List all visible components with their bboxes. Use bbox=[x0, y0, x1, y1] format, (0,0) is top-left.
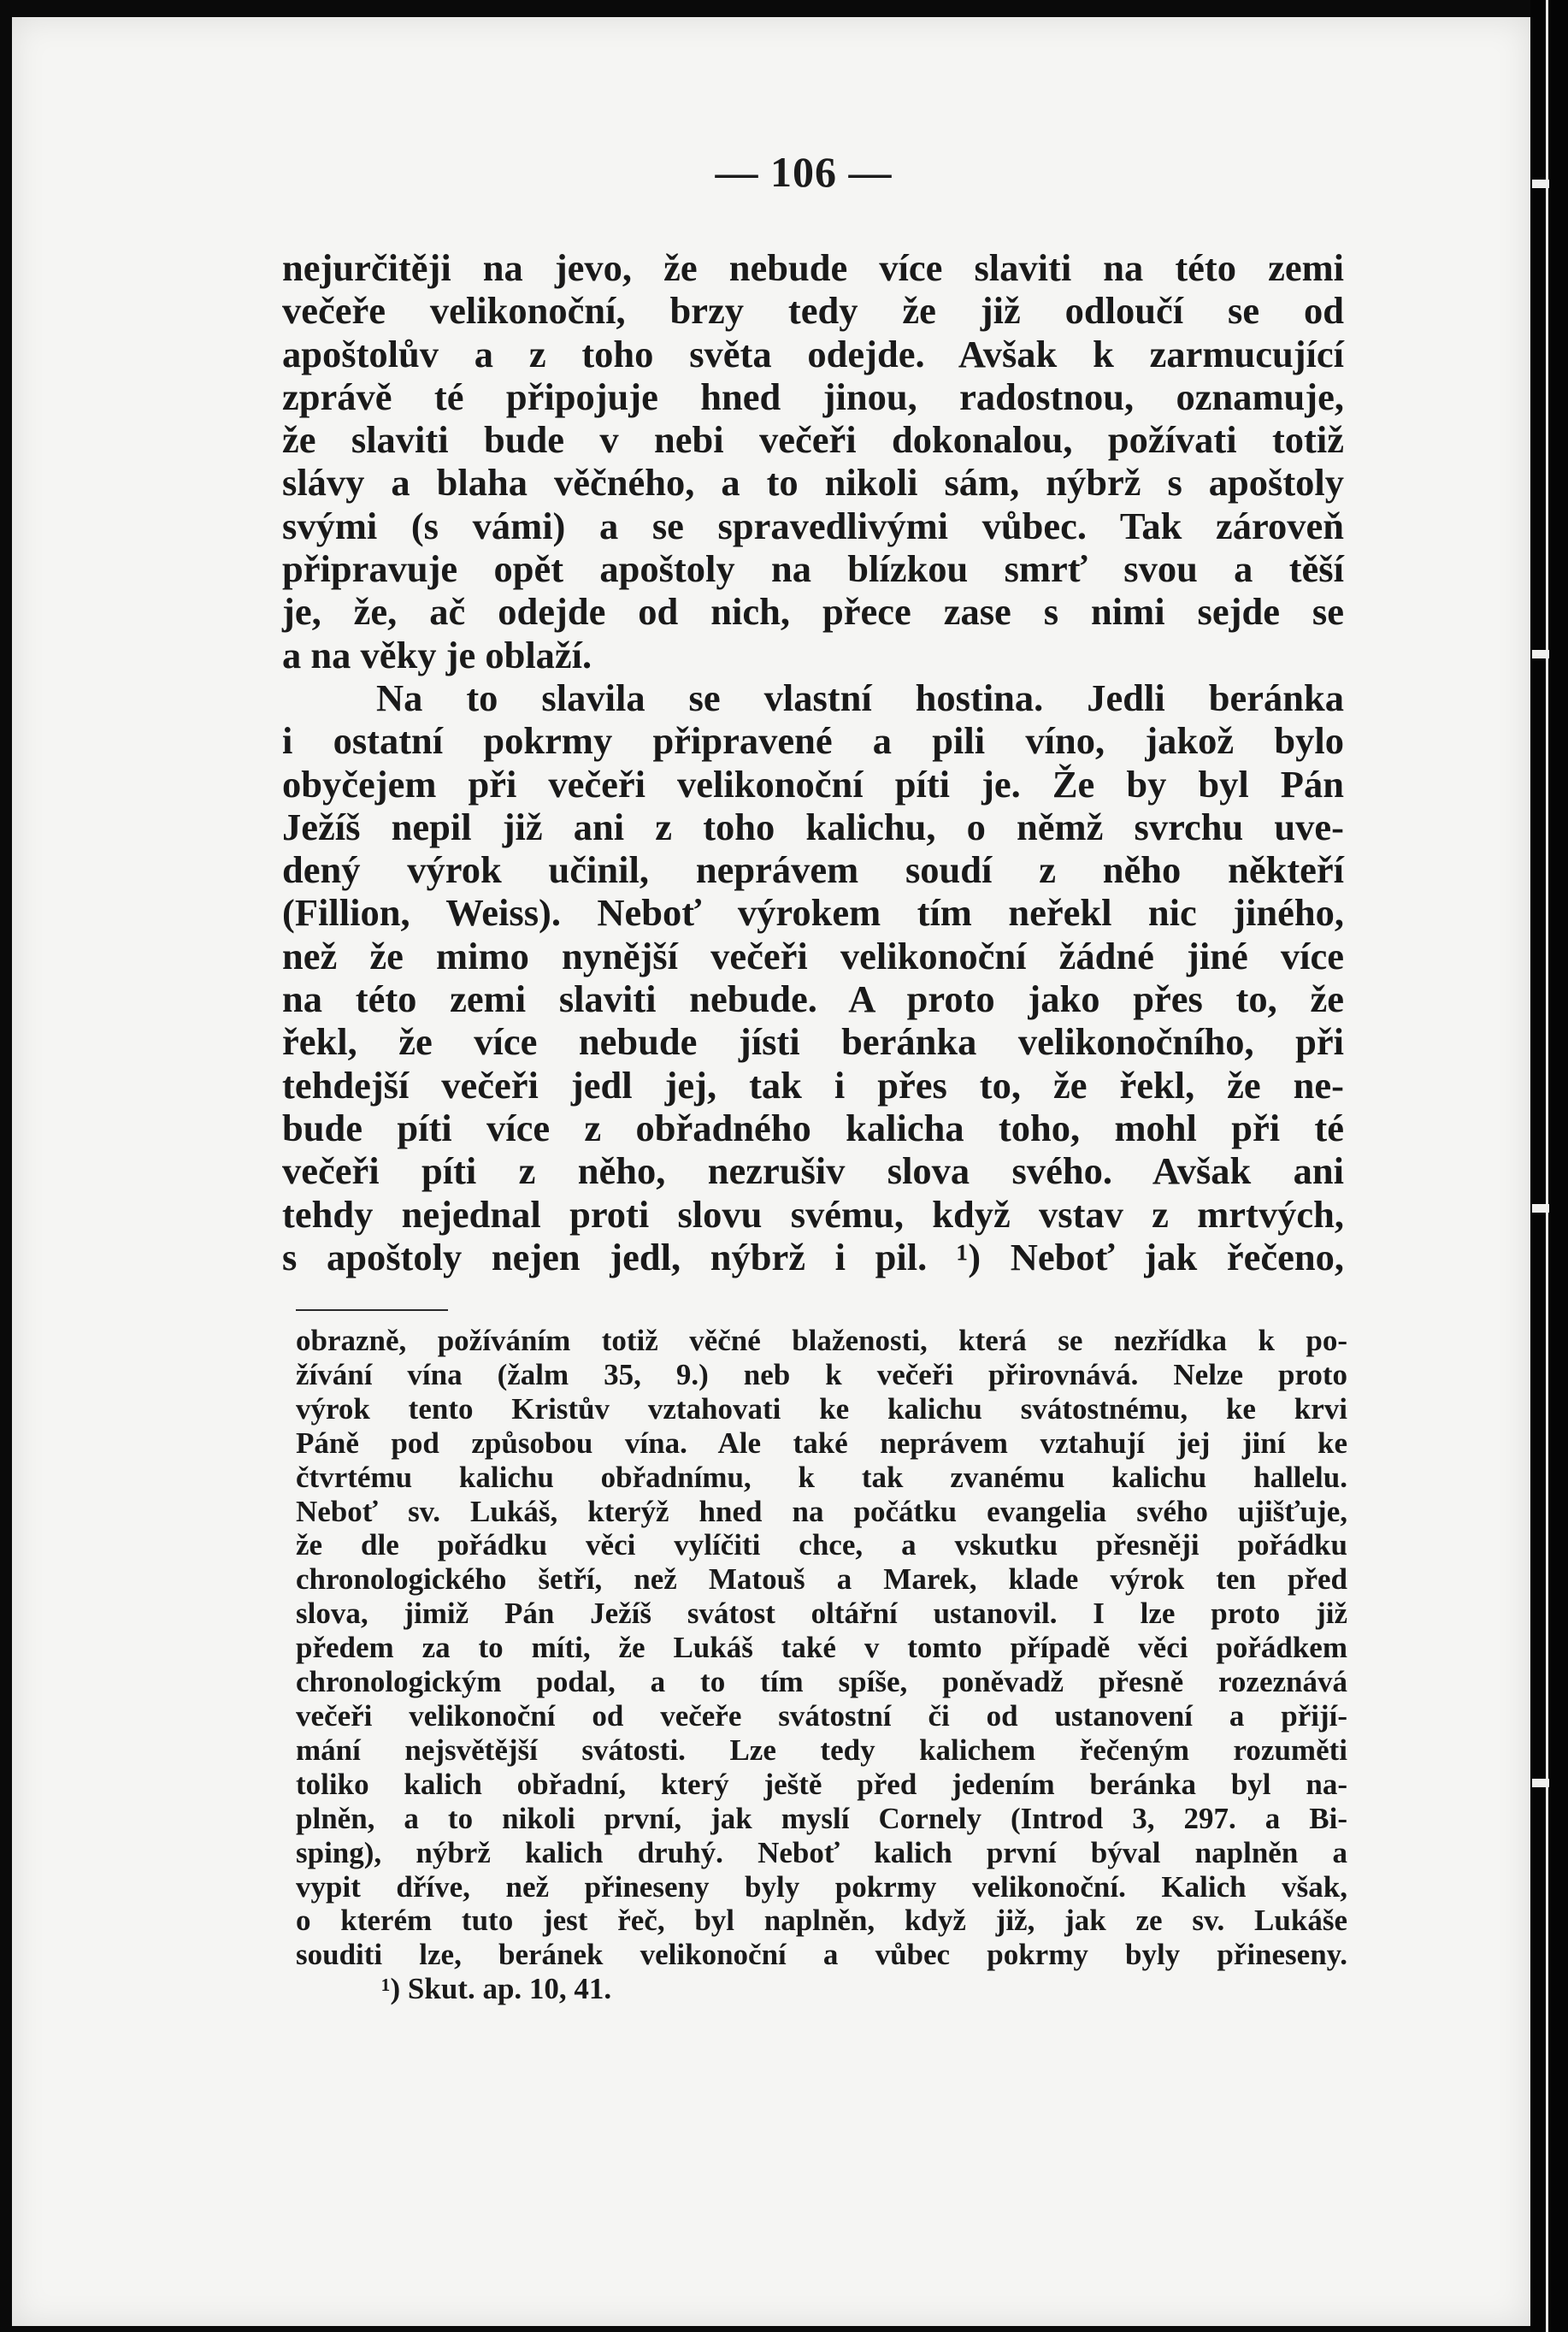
page-edge-line bbox=[1546, 0, 1548, 2332]
text-line: že slaviti bude v nebi večeři dokonalou, požívati totiž bbox=[282, 418, 1344, 462]
edge-tick-mark bbox=[1532, 1204, 1549, 1213]
text-line: dený výrok učinil, neprávem soudí z něho někteří bbox=[282, 848, 1344, 892]
footnote-line: výrok tento Kristův vztahovati ke kalichu svátostnému, ke krvi bbox=[296, 1391, 1347, 1426]
footnote-line: předem za to míti, že Lukáš také v tomto případě věci pořádkem bbox=[296, 1631, 1347, 1665]
footnote-line: žívání vína (žalm 35, 9.) neb k večeři přirovnává. Nelze proto bbox=[296, 1357, 1347, 1391]
text-line: s apoštoly nejen jedl, nýbrž i pil. ¹) Neboť jak řečeno, bbox=[282, 1235, 1344, 1278]
edge-tick-mark bbox=[1532, 1779, 1549, 1787]
footnote-line: chronologického šetří, než Matouš a Marek, klade výrok ten před bbox=[296, 1562, 1347, 1597]
text-line: než že mimo nynější večeři velikonoční žádné jiné více bbox=[282, 934, 1344, 977]
footnote-line: mání nejsvětější svátosti. Lze tedy kalichem řečeným rozuměti bbox=[296, 1733, 1347, 1767]
text-line: večeře velikonoční, brzy tedy že již odloučí se od bbox=[282, 289, 1344, 333]
edge-tick-mark bbox=[1532, 650, 1549, 658]
text-line: na této zemi slaviti nebude. A proto jako přes to, že bbox=[282, 977, 1344, 1021]
text-line: tehdejší večeři jedl jej, tak i přes to, že řekl, že ne- bbox=[282, 1063, 1344, 1107]
footnote-line: souditi lze, beránek velikonoční a vůbec pokrmy byly přineseny. bbox=[296, 1938, 1347, 1972]
footnote-line: obrazně, požíváním totiž věčné blaženosti, která se nezřídka k po- bbox=[296, 1324, 1347, 1357]
footnote-line: Páně pod způsobou vína. Ale také neprávem vztahují jej jiní ke bbox=[296, 1426, 1347, 1460]
paragraph-end-line: a na věky je oblaží. bbox=[282, 633, 592, 676]
footnote-divider bbox=[296, 1309, 448, 1311]
text-line: večeři píti z něho, nezrušiv slova svého. Avšak ani bbox=[282, 1149, 1344, 1193]
text-line: Ježíš nepil již ani z toho kalichu, o němž svrchu uve- bbox=[282, 805, 1344, 848]
text-line: apoštolův a z toho světa odejde. Avšak k zarmucující bbox=[282, 332, 1344, 375]
paragraph-start-line: Na to slavila se vlastní hostina. Jedli beránka bbox=[376, 676, 1344, 719]
footnote-line: vypit dříve, než přineseny byly pokrmy velikonoční. Kalich však, bbox=[296, 1869, 1347, 1904]
footnote-line: večeři velikonoční od večeře svátostní či od ustanovení a přijí- bbox=[296, 1698, 1347, 1733]
edge-tick-mark bbox=[1532, 180, 1549, 188]
text-line: obyčejem při večeři velikonoční píti je. Že by byl Pán bbox=[282, 762, 1344, 806]
text-line: (Fillion, Weiss). Neboť výrokem tím neřekl nic jiného, bbox=[282, 891, 1344, 935]
page-edge-strip bbox=[1530, 0, 1568, 2332]
footnote-reference: ¹) Skut. ap. 10, 41. bbox=[381, 1972, 612, 2006]
footnote-line: čtvrtému kalichu obřadnímu, k tak zvanému kalichu hallelu. bbox=[296, 1460, 1347, 1494]
footnote-line: sping), nýbrž kalich druhý. Neboť kalich první býval naplněn a bbox=[296, 1835, 1347, 1869]
text-line: nejurčitěji na jevo, že nebude více slaviti na této zemi bbox=[282, 246, 1344, 289]
footnote-line: toliko kalich obřadní, který ještě před jedením beránka byl na- bbox=[296, 1767, 1347, 1801]
text-line: i ostatní pokrmy připravené a pili víno, jakož bylo bbox=[282, 719, 1344, 763]
text-line: připravuje opět apoštoly na blízkou smrť svou a těší bbox=[282, 547, 1344, 591]
footnotes bbox=[296, 1324, 1347, 2006]
text-line: bude píti více z obřadného kalicha toho, mohl při té bbox=[282, 1106, 1344, 1149]
text-line: tehdy nejednal proti slovu svému, když vstav z mrtvých, bbox=[282, 1192, 1344, 1236]
text-line: slávy a blaha věčného, a to nikoli sám, nýbrž s apoštoly bbox=[282, 461, 1344, 505]
footnote-line: o kterém tuto jest řeč, byl naplněn, když již, jak ze sv. Lukáše bbox=[296, 1904, 1347, 1938]
footnote-line: plněn, a to nikoli první, jak myslí Cornely (Introd 3, 297. a Bi- bbox=[296, 1801, 1347, 1835]
text-line: řekl, že více nebude jísti beránka velikonočního, při bbox=[282, 1020, 1344, 1064]
footnote-line: slova, jimiž Pán Ježíš svátost oltářní ustanovil. I lze proto již bbox=[296, 1597, 1347, 1631]
footnote-line: chronologickým podal, a to tím spíše, poněvadž přesně rozeznává bbox=[296, 1665, 1347, 1699]
text-line: svými (s vámi) a se spravedlivými vůbec. Tak zároveň bbox=[282, 504, 1344, 547]
footnote-line: že dle pořádku věci vylíčiti chce, a vskutku přesněji pořádku bbox=[296, 1528, 1347, 1562]
footnote-line: Neboť sv. Lukáš, kterýž hned na počátku evangelia svého ujišťuje, bbox=[296, 1494, 1347, 1528]
page-number: — 106 — bbox=[715, 148, 893, 196]
text-line: je, že, ač odejde od nich, přece zase s nimi sejde se bbox=[282, 590, 1344, 634]
main-body-text bbox=[282, 246, 1344, 1278]
text-line: zprávě té připojuje hned jinou, radostnou, oznamuje, bbox=[282, 375, 1344, 418]
